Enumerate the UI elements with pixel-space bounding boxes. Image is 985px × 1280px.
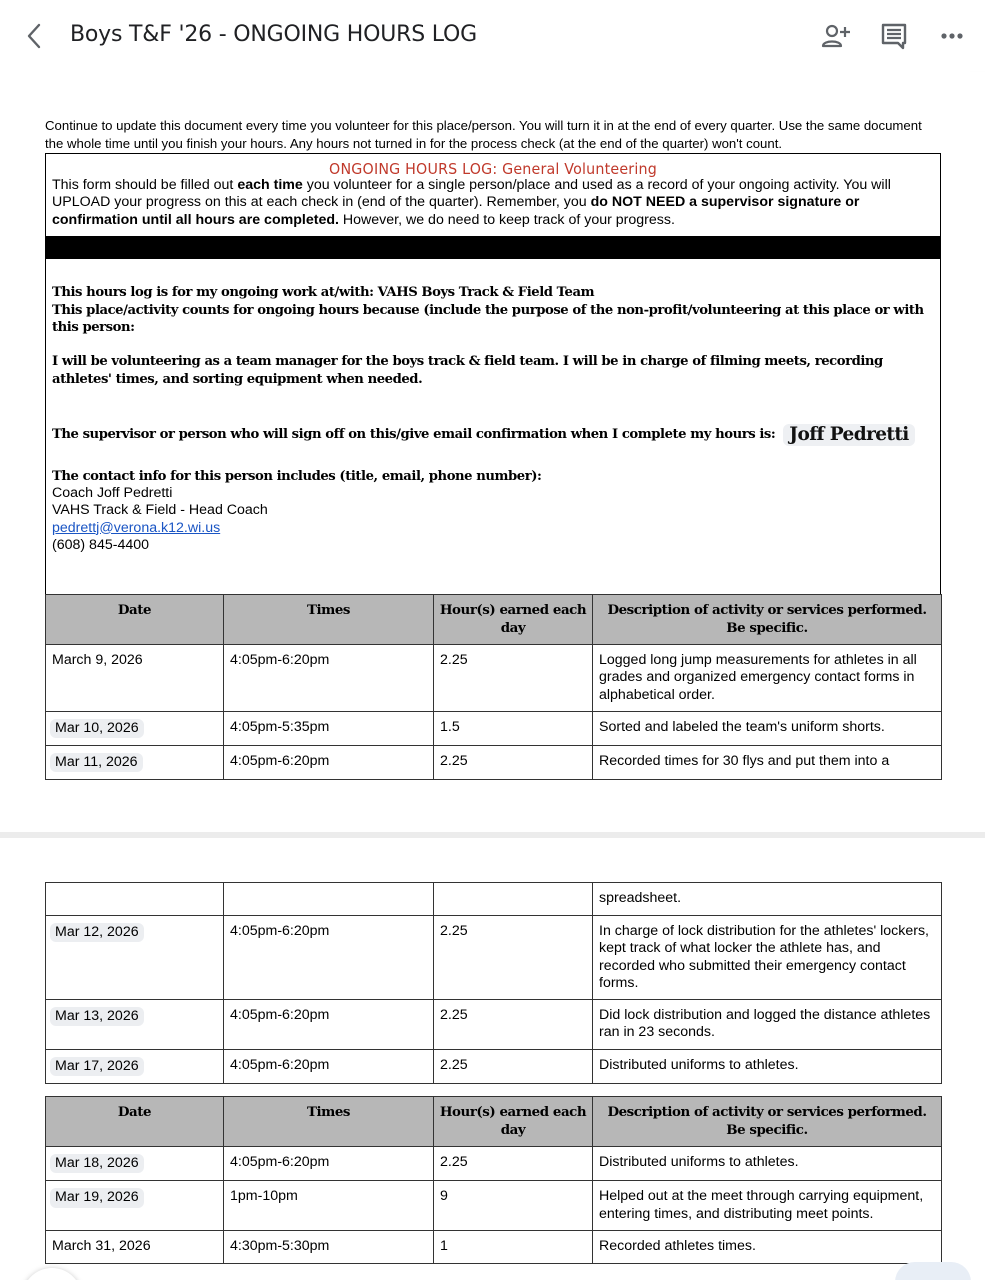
form-desc-bold: do NOT NEED a supervisor signature or confirmation until all hours are completed.: [52, 194, 860, 228]
cell-description: Distributed uniforms to athletes.: [593, 1147, 942, 1181]
header-date: Date: [46, 1097, 224, 1147]
header-hours: Hour(s) earned each day: [434, 1097, 593, 1147]
date-chip[interactable]: Mar 10, 2026: [50, 719, 144, 738]
purpose-answer: I will be volunteering as a team manager for the boys track & field team. I will be in charge of filming meets, recording athletes' times, and sorting equipment when needed.: [52, 354, 883, 387]
form-desc-text: However, we do need to keep track of your progress.: [338, 211, 675, 228]
cell-times: 4:05pm-6:20pm: [224, 1147, 434, 1181]
contact-title: VAHS Track & Field - Head Coach: [52, 502, 268, 519]
contact-phone: (608) 845-4400: [52, 536, 150, 553]
cell-date: March 31, 2026: [46, 1230, 224, 1263]
cell-times: 4:05pm-6:20pm: [224, 916, 434, 1000]
header-hours: Hour(s) earned each day: [434, 595, 593, 645]
table-header-row: [46, 595, 942, 645]
work-at-text: This hours log is for my ongoing work at/with: VAHS Boys Track & Field Team: [52, 285, 595, 300]
cell-hours: 2.25: [434, 645, 593, 712]
cell-description: Did lock distribution and logged the distance athletes ran in 23 seconds.: [593, 1000, 942, 1050]
cell-times: 4:05pm-6:20pm: [224, 1000, 434, 1050]
back-button[interactable]: [20, 20, 48, 52]
table-row: [46, 1181, 942, 1231]
cell-description: Sorted and labeled the team's uniform shorts.: [593, 711, 942, 745]
app-bar: [0, 0, 985, 72]
cell-hours: 2.25: [434, 1049, 593, 1083]
hours-table-2: [45, 882, 942, 1084]
hours-table-1: [45, 594, 942, 780]
intro-paragraph: Continue to update this document every time you volunteer for this place/person. You will turn it in at the end of every quarter. Use the same document the whole time until you finish your hours. Any hours not turned in for the process check (at the end of the quarter) won't count.: [45, 118, 922, 151]
supervisor-prompt: The supervisor or person who will sign off on this/give email confirmation when I complete my hours is:: [52, 427, 776, 442]
header-times: Times: [224, 1097, 434, 1147]
divider-bar: [46, 236, 940, 259]
header-date: Date: [46, 595, 224, 645]
person-add-icon: [821, 23, 851, 49]
cell-times: 4:05pm-6:20pm: [224, 645, 434, 712]
cell-date: [46, 916, 224, 1000]
date-chip[interactable]: Mar 17, 2026: [50, 1057, 144, 1076]
more-options-button[interactable]: [936, 20, 968, 52]
document-page-1: [0, 72, 985, 832]
cell-hours: 2.25: [434, 1000, 593, 1050]
table-row: [46, 1000, 942, 1050]
contact-info: [52, 485, 268, 554]
date-chip[interactable]: Mar 11, 2026: [50, 753, 143, 772]
contact-prompt: The contact info for this person includes (title, email, phone number):: [52, 469, 542, 484]
cell-description: Helped out at the meet through carrying equipment, entering times, and distributing meet points.: [593, 1181, 942, 1231]
cell-hours: 1.5: [434, 711, 593, 745]
floating-button-right[interactable]: [895, 1262, 971, 1280]
document-title: Boys T&F '26 - ONGOING HOURS LOG: [70, 22, 478, 47]
cell-hours: 9: [434, 1181, 593, 1231]
comments-button[interactable]: [878, 20, 910, 52]
form-box: [45, 153, 941, 595]
cell-times: 4:30pm-5:30pm: [224, 1230, 434, 1263]
document-page-2: [0, 838, 985, 1280]
cell-date: [46, 711, 224, 745]
comment-icon: [880, 22, 908, 50]
cell-hours: 2.25: [434, 746, 593, 780]
cell-date: March 9, 2026: [46, 645, 224, 712]
cell-description: spreadsheet.: [593, 883, 942, 916]
cell-description: Distributed uniforms to athletes.: [593, 1049, 942, 1083]
cell-date: [46, 1049, 224, 1083]
hours-table-3: [45, 1096, 942, 1264]
table-row: [46, 1230, 942, 1263]
supervisor-line: [52, 424, 932, 446]
form-desc-text: you volunteer for a single person/place and used as a record of your ongoing activity. You will UPLOAD your progress on this at each check in (end of the quarter). Remember, you: [52, 177, 891, 211]
form-heading: ONGOING HOURS LOG: General Volunteering: [329, 160, 657, 178]
table-row: [46, 916, 942, 1000]
table-row: [46, 1049, 942, 1083]
more-horizontal-icon: [940, 32, 964, 40]
table-header-row: [46, 1097, 942, 1147]
cell-date: [46, 1000, 224, 1050]
cell-hours: 1: [434, 1230, 593, 1263]
cell-hours: 2.25: [434, 916, 593, 1000]
cell-description: Recorded athletes times.: [593, 1230, 942, 1263]
cell-times: 4:05pm-6:20pm: [224, 1049, 434, 1083]
date-chip[interactable]: Mar 18, 2026: [50, 1154, 144, 1173]
table-row: [46, 1147, 942, 1181]
cell-hours: 2.25: [434, 1147, 593, 1181]
date-chip[interactable]: Mar 19, 2026: [50, 1188, 144, 1207]
cell-times: 1pm-10pm: [224, 1181, 434, 1231]
table-row: [46, 645, 942, 712]
chevron-left-icon: [26, 23, 42, 49]
form-desc-text: This form should be filled out: [52, 177, 238, 193]
form-desc-bold: each time: [237, 177, 303, 193]
date-chip[interactable]: Mar 13, 2026: [50, 1007, 144, 1026]
cell-description: Recorded times for 30 flys and put them into a: [593, 746, 942, 780]
work-at-line: [52, 284, 932, 337]
cell-description: Logged long jump measurements for athletes in all grades and organized emergency contact forms in alphabetical order.: [593, 645, 942, 712]
contact-email-link[interactable]: pedrettj@verona.k12.wi.us: [52, 519, 221, 536]
purpose-prompt: This place/activity counts for ongoing hours because (include the purpose of the non-profit/volunteering at this place or with this person:: [52, 302, 924, 335]
table-row: [46, 746, 942, 780]
cell-times: 4:05pm-6:20pm: [224, 746, 434, 780]
header-description: Description of activity or services performed. Be specific.: [593, 1097, 942, 1147]
share-button[interactable]: [820, 20, 852, 52]
form-description: [46, 177, 940, 229]
cell-times: 4:05pm-5:35pm: [224, 711, 434, 745]
cell-date: [46, 1181, 224, 1231]
cell-description: In charge of lock distribution for the athletes' lockers, kept track of what locker the athlete has, and recorded who submitted their emergency contact forms.: [593, 916, 942, 1000]
cell-date: [46, 746, 224, 780]
table-row: [46, 711, 942, 745]
cell-hours: [434, 883, 593, 916]
header-times: Times: [224, 595, 434, 645]
contact-name: Coach Joff Pedretti: [52, 485, 173, 501]
cell-date: [46, 1147, 224, 1181]
date-chip[interactable]: Mar 12, 2026: [50, 923, 144, 942]
header-description: Description of activity or services performed. Be specific.: [593, 595, 942, 645]
cell-date: [46, 883, 224, 916]
table-row: [46, 883, 942, 916]
cell-times: [224, 883, 434, 916]
supervisor-name-chip[interactable]: Joff Pedretti: [783, 424, 914, 446]
